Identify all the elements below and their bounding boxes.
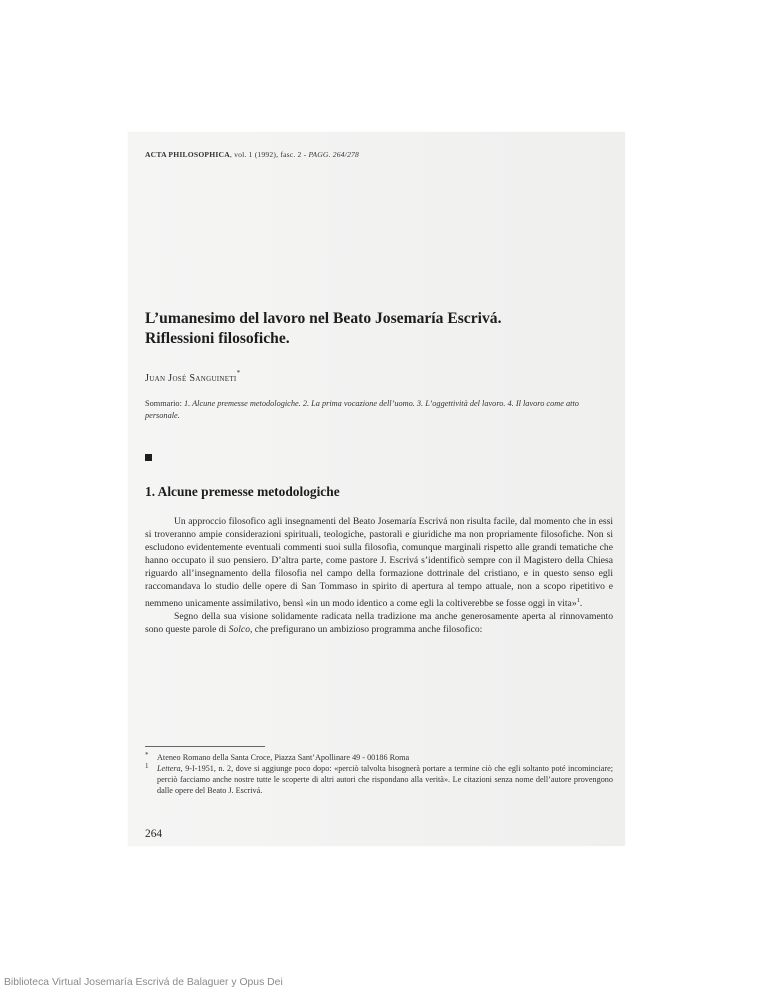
summary-items: 1. Alcune premesse metodologiche. 2. La prima vocazione dell’uomo. 3. L’oggettività del lavoro. 4. Il lavoro come atto personale.	[145, 399, 579, 420]
author-footnote-mark: *	[236, 369, 241, 377]
paragraph-2-end: , che prefigurano un ambizioso programma anche filosofico:	[250, 623, 483, 635]
footnotes	[145, 752, 613, 796]
paragraph-1	[145, 515, 613, 610]
page-range: PAGG. 264/278	[308, 150, 360, 159]
paragraph-1-text: Un approccio filosofico agli insegnamenti del Beato Josemaría Escrivá non risulta facile, dal momento che in essi si troveranno ampie considerazioni spirituali, teologiche, pastorali e giuridiche ma non propriamente filosofiche. Non si escludono evidentemente eventuali commenti suoi sulla filosofia, comunque marginali rispetto alle grandi tematiche che hanno occupato il suo pensiero. D’altra parte, come pastore J. Escrivá s’identificò sempre con il Magistero della Chiesa riguardo all’insegnamento della filosofia nel campo della formazione dottrinale del cristiano, e in questo senso egli raccomandava lo studio delle opere di San Tommaso in spirito di apertura al tempo attuale, non a scopo ripetitivo e nemmeno unicamente assimilativo, bensì «in un modo identico a come egli la coltiverebbe se fosse oggi in vita»	[145, 516, 613, 609]
footnote-1-mark: 1	[145, 762, 149, 770]
footnote-affiliation-mark: *	[145, 751, 149, 759]
footnote-divider	[145, 746, 265, 747]
section-heading: 1. Alcune premesse metodologiche	[145, 484, 340, 499]
body-text	[145, 515, 613, 636]
title-line-1: L’umanesimo del lavoro nel Beato Josemaría Escrivá.	[145, 310, 502, 327]
summary	[145, 398, 613, 421]
paper-title	[145, 309, 615, 349]
journal-details: , vol. 1 (1992), fasc. 2 -	[229, 150, 309, 159]
paragraph-1-end: .	[579, 597, 583, 609]
summary-label: Sommario:	[145, 399, 184, 408]
running-head	[145, 150, 359, 159]
author-name	[145, 369, 240, 384]
title-line-2: Riflessioni filosofiche.	[145, 330, 290, 347]
footnote-affiliation-text: Ateneo Romano della Santa Croce, Piazza Sant’Apollinare 49 - 00186 Roma	[157, 753, 410, 762]
footnote-1-ref: Lettera	[157, 764, 181, 773]
author-text: Juan José Sanguineti	[145, 373, 237, 384]
footnote-ref-1: 1	[576, 596, 580, 604]
journal-name: ACTA PHILOSOPHICA	[145, 150, 230, 159]
paragraph-2-text: Segno della sua visione solidamente radicata nella tradizione ma anche generosamente aperta al rinnovamento sono queste parole di	[145, 610, 613, 635]
source-credit: Biblioteca Virtual Josemaría Escrivá de Balaguer y Opus Dei	[4, 977, 283, 988]
paragraph-2	[145, 610, 613, 636]
footnote-affiliation	[145, 752, 613, 763]
footnote-1-text: , 9-I-1951, n. 2, dove si aggiunge poco dopo: «perciò talvolta bisognerà portare a termine ciò che egli soltanto poté incominciare; perciò facciamo anche nostre tutte le scoperte di altri autori che rispondano alla verità». Le citazioni senza nome dell’autore provengono dalle opere del Beato J. Escrivá.	[157, 764, 613, 795]
work-title: Solco	[228, 623, 250, 635]
footnote-1	[145, 763, 613, 796]
page-number: 264	[145, 828, 163, 840]
section-separator-square	[145, 454, 152, 461]
